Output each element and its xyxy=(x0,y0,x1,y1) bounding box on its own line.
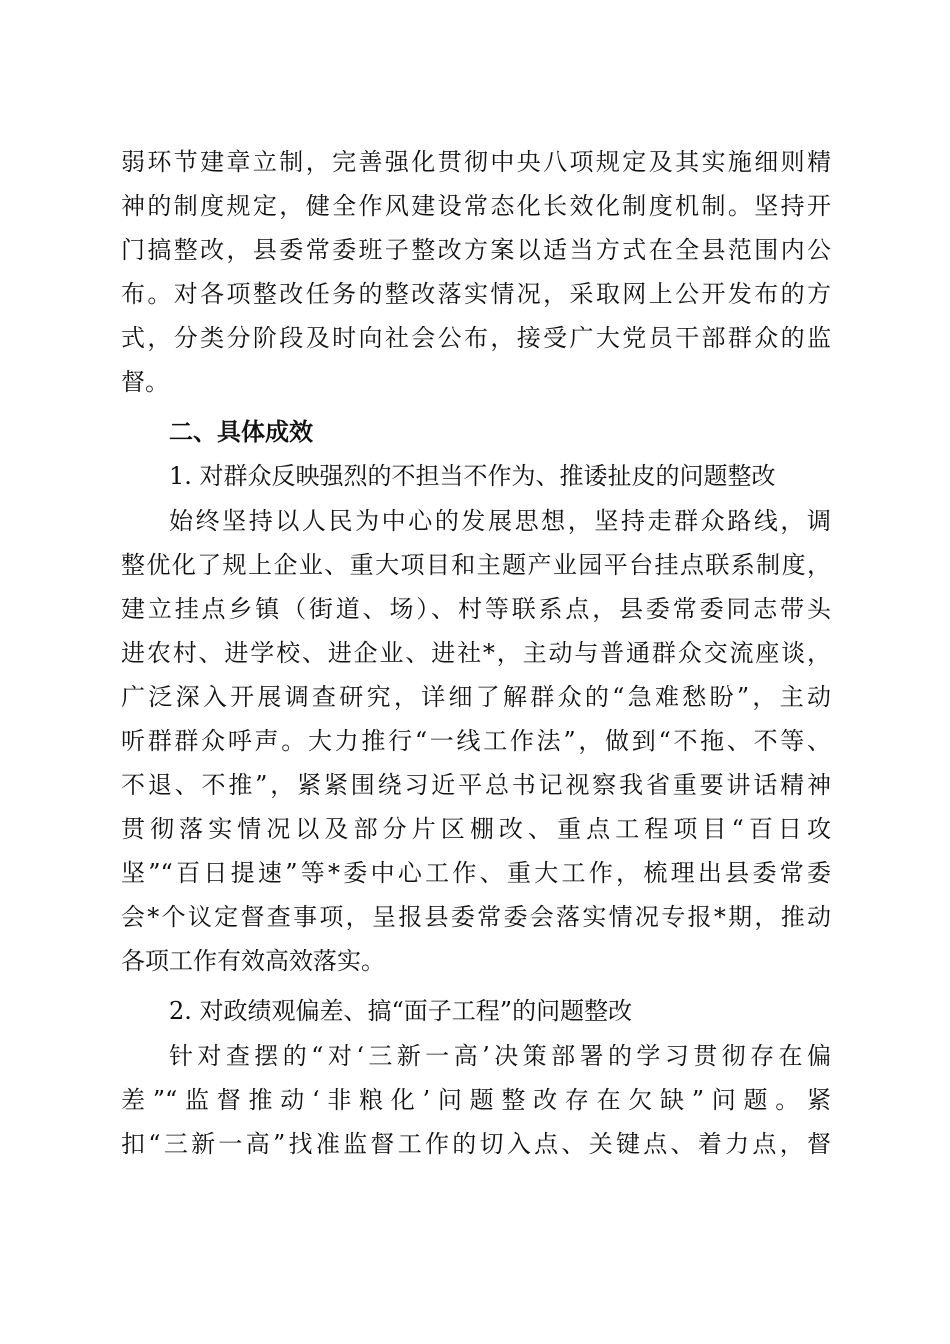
paragraph-line: 差”“监督推动‘非粮化’问题整改存在欠缺”问题。紧 xyxy=(121,1086,831,1114)
paragraph-line: 针对查摆的“对‘三新一高’决策部署的学习贯彻存在偏 xyxy=(169,1042,831,1070)
paragraph-line: 督。 xyxy=(121,368,169,396)
paragraph-line: 听群群众呼声。大力推行“一线工作法”，做到“不拖、不等、 xyxy=(121,727,831,755)
paragraph-line: 各项工作有效高效落实。 xyxy=(121,947,385,975)
paragraph-line: 神的制度规定，健全作风建设常态化长效化制度机制。坚持开 xyxy=(121,192,831,220)
paragraph-line: 会*个议定督查事项，呈报县委常委会落实情况专报*期，推动 xyxy=(121,903,831,931)
subsection-heading: 1. 对群众反映强烈的不担当不作为、推诿扯皮的问题整改 xyxy=(169,462,776,490)
paragraph-line: 门搞整改，县委常委班子整改方案以适当方式在全县范围内公 xyxy=(121,236,831,264)
paragraph-line: 式，分类分阶段及时向社会公布，接受广大党员干部群众的监 xyxy=(121,324,831,352)
paragraph-line: 坚”“百日提速”等*委中心工作、重大工作，梳理出县委常委 xyxy=(121,859,831,887)
subsection-heading: 2. 对政绩观偏差、搞“面子工程”的问题整改 xyxy=(169,997,633,1025)
paragraph-line: 广泛深入开展调查研究，详细了解群众的“急难愁盼”，主动 xyxy=(121,683,831,711)
paragraph-line: 扣“三新一高”找准监督工作的切入点、关键点、着力点，督 xyxy=(121,1130,831,1158)
paragraph-line: 始终坚持以人民为中心的发展思想，坚持走群众路线，调 xyxy=(169,507,831,535)
paragraph-line: 布。对各项整改任务的整改落实情况，采取网上公开发布的方 xyxy=(121,280,831,308)
paragraph-line: 整优化了规上企业、重大项目和主题产业园平台挂点联系制度， xyxy=(121,551,831,579)
section-heading: 二、具体成效 xyxy=(169,418,313,446)
paragraph-line: 贯彻落实情况以及部分片区棚改、重点工程项目“百日攻 xyxy=(121,815,831,843)
paragraph-line: 弱环节建章立制，完善强化贯彻中央八项规定及其实施细则精 xyxy=(121,148,831,176)
paragraph-line: 不退、不推”，紧紧围绕习近平总书记视察我省重要讲话精神 xyxy=(121,771,831,799)
paragraph-line: 建立挂点乡镇（街道、场）、村等联系点，县委常委同志带头 xyxy=(121,595,831,623)
paragraph-line: 进农村、进学校、进企业、进社*，主动与普通群众交流座谈， xyxy=(121,639,831,667)
